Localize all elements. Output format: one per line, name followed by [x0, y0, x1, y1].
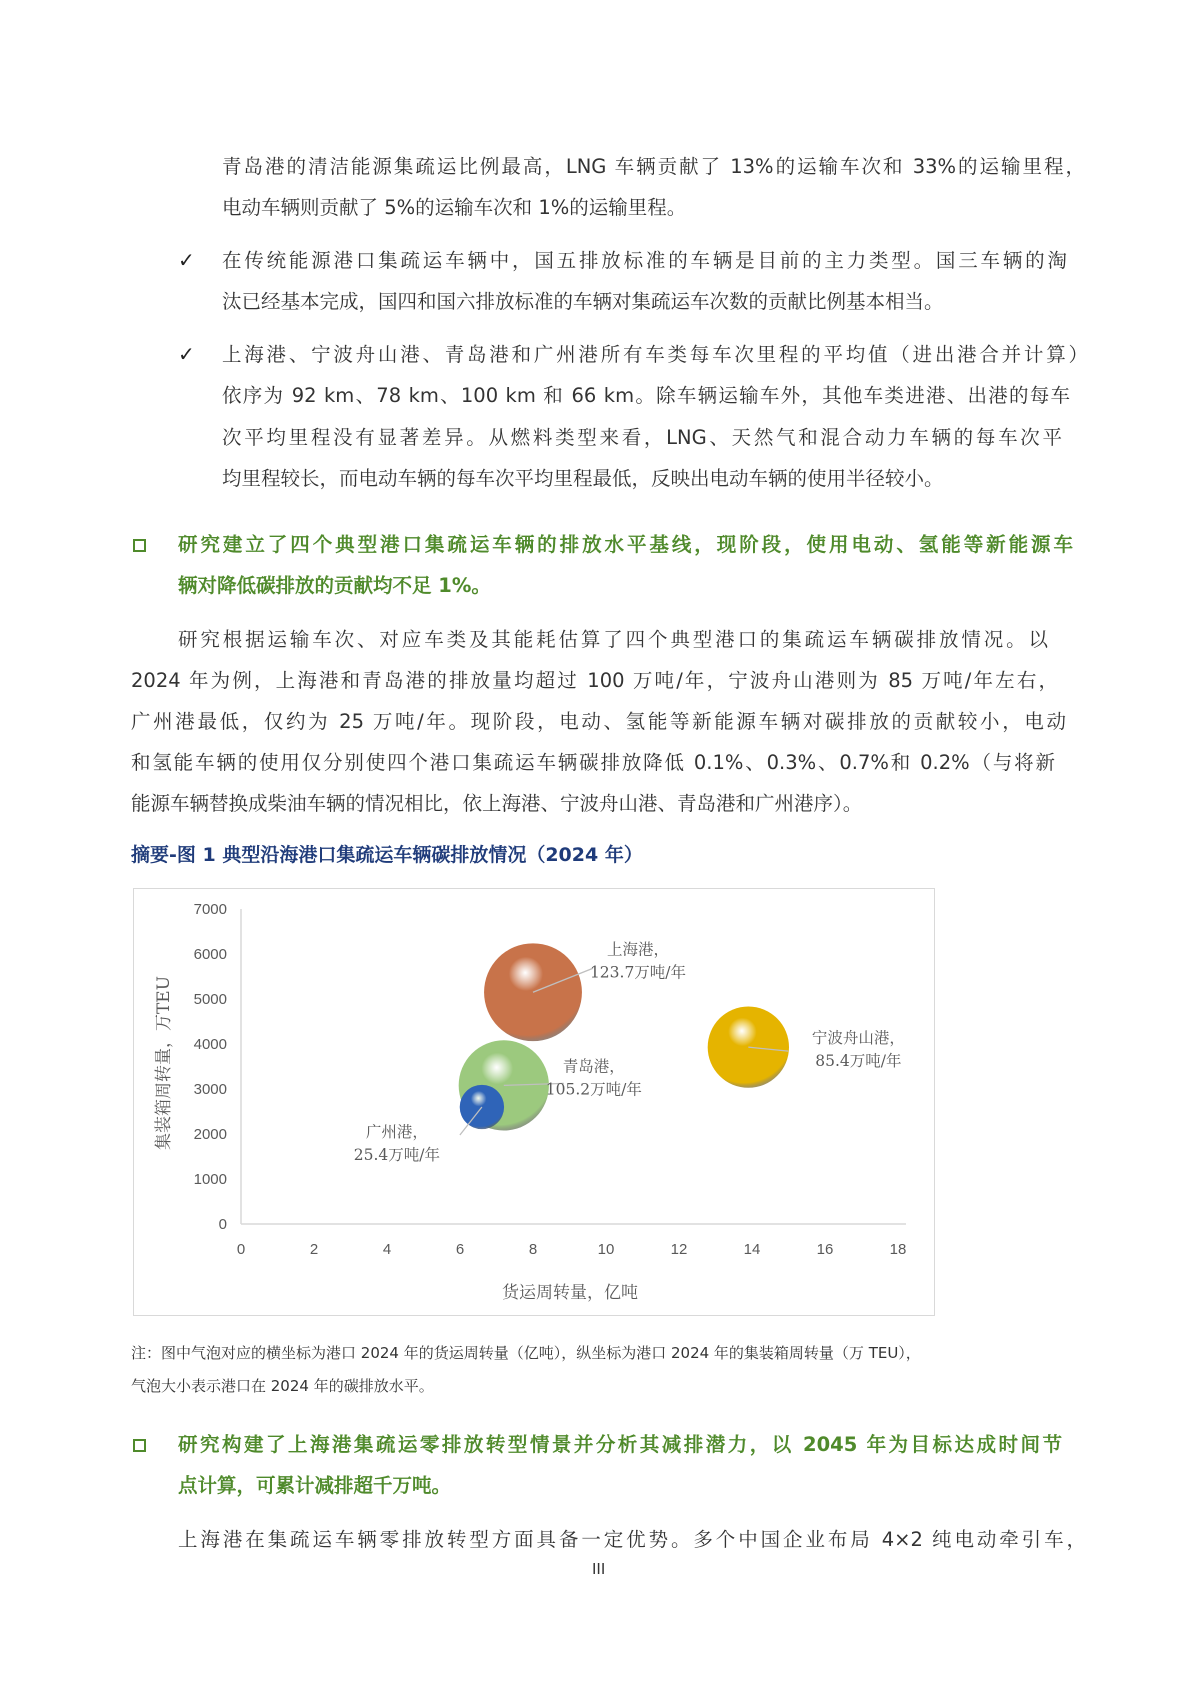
paragraph-line: 能源车辆替换成柴油车辆的情况相比，依上海港、宁波舟山港、青岛港和广州港序）。 [131, 792, 863, 815]
figure-title: 摘要-图 1 典型沿海港口集疏运车辆碳排放情况（2024 年） [131, 844, 643, 866]
paragraph-line: 和氢能车辆的使用仅分别使四个港口集疏运车辆碳排放降低 0.1%、0.3%、0.7%和 0.2%（与将新 [131, 751, 1055, 774]
section-heading: 研究建立了四个典型港口集疏运车辆的排放水平基线，现阶段，使用电动、氢能等新能源车 [178, 533, 1073, 556]
data-label: 广州港， [365, 1123, 428, 1141]
checkmark-icon: ✓ [178, 248, 195, 272]
y-tick-label: 3000 [193, 1081, 227, 1098]
data-label: 宁波舟山港， [811, 1029, 905, 1048]
section-heading: 点计算，可累计减排超千万吨。 [178, 1474, 452, 1497]
paragraph-line: 研究根据运输车次、对应车类及其能耗估算了四个典型港口的集疏运车辆碳排放情况。以 [178, 628, 1048, 651]
x-tick-label: 8 [528, 1241, 538, 1258]
x-tick-label: 18 [889, 1241, 907, 1258]
square-bullet-icon [133, 1439, 146, 1452]
bullet-line: 次平均里程没有显著差异。从燃料类型来看，LNG、天然气和混合动力车辆的每车次平 [222, 426, 1062, 449]
x-tick-label: 0 [236, 1241, 246, 1258]
y-tick-label: 6000 [193, 946, 227, 963]
y-tick-label: 4000 [193, 1036, 227, 1053]
bullet-line: 青岛港的清洁能源集疏运比例最高，LNG 车辆贡献了 13%的运输车次和 33%的运输里程， [222, 155, 1085, 178]
x-tick-label: 2 [309, 1241, 319, 1258]
bullet-line: 在传统能源港口集疏运车辆中，国五排放标准的车辆是目前的主力类型。国三车辆的淘 [222, 249, 1067, 272]
data-label: 上海港， [606, 940, 670, 959]
checkmark-icon: ✓ [178, 342, 195, 366]
data-label: 青岛港， [562, 1057, 625, 1076]
data-label: 123.7万吨/年 [589, 963, 687, 982]
bullet-line: 依序为 92 km、78 km、100 km 和 66 km。除车辆运输车外，其他车类进港、出港的每车 [222, 384, 1070, 407]
data-label: 105.2万吨/年 [545, 1080, 642, 1099]
y-tick-label: 2000 [193, 1126, 227, 1143]
bubble-广州港 [460, 1085, 504, 1129]
figure-note: 气泡大小表示港口在 2024 年的碳排放水平。 [131, 1377, 434, 1395]
y-tick-label: 7000 [193, 901, 227, 918]
bullet-line: 均里程较长，而电动车辆的每车次平均里程最低，反映出电动车辆的使用半径较小。 [222, 467, 944, 490]
bullet-line: 电动车辆则贡献了 5%的运输车次和 1%的运输里程。 [222, 196, 687, 219]
y-tick-label: 5000 [193, 991, 227, 1008]
bullet-line: 上海港、宁波舟山港、青岛港和广州港所有车类每车次里程的平均值（进出港合并计算） [222, 343, 1088, 366]
paragraph-line: 上海港在集疏运车辆零排放转型方面具备一定优势。多个中国企业布局 4×2 纯电动牵引车， [178, 1528, 1086, 1551]
y-tick-label: 0 [218, 1216, 227, 1233]
y-axis-title: 集装箱周转量，万TEU [154, 975, 174, 1151]
x-tick-label: 14 [743, 1241, 761, 1258]
section-heading: 研究构建了上海港集疏运零排放转型情景并分析其减排潜力，以 2045 年为目标达成时间节 [178, 1433, 1062, 1456]
paragraph-line: 2024 年为例，上海港和青岛港的排放量均超过 100 万吨/年，宁波舟山港则为 85 万吨/年左右， [131, 669, 1058, 692]
section-heading: 辆对降低碳排放的贡献均不足 1%。 [178, 574, 491, 597]
x-tick-label: 10 [597, 1241, 615, 1258]
y-tick-label: 1000 [193, 1171, 227, 1188]
bullet-line: 汰已经基本完成，国四和国六排放标准的车辆对集疏运车次数的贡献比例基本相当。 [222, 290, 944, 313]
page-number: III [592, 1560, 606, 1578]
data-label: 25.4万吨/年 [353, 1146, 441, 1164]
x-tick-label: 12 [670, 1241, 688, 1258]
paragraph-line: 广州港最低，仅约为 25 万吨/年。现阶段，电动、氢能等新能源车辆对碳排放的贡献较小，电动 [131, 710, 1066, 733]
x-tick-label: 16 [816, 1241, 834, 1258]
x-axis-title: 货运周转量，亿吨 [502, 1283, 638, 1303]
figure-note: 注：图中气泡对应的横坐标为港口 2024 年的货运周转量（亿吨），纵坐标为港口 2024 年的集装箱周转量（万 TEU）， [131, 1344, 921, 1362]
x-tick-label: 4 [382, 1241, 392, 1258]
data-label: 85.4万吨/年 [815, 1052, 902, 1071]
x-tick-label: 6 [455, 1241, 465, 1258]
